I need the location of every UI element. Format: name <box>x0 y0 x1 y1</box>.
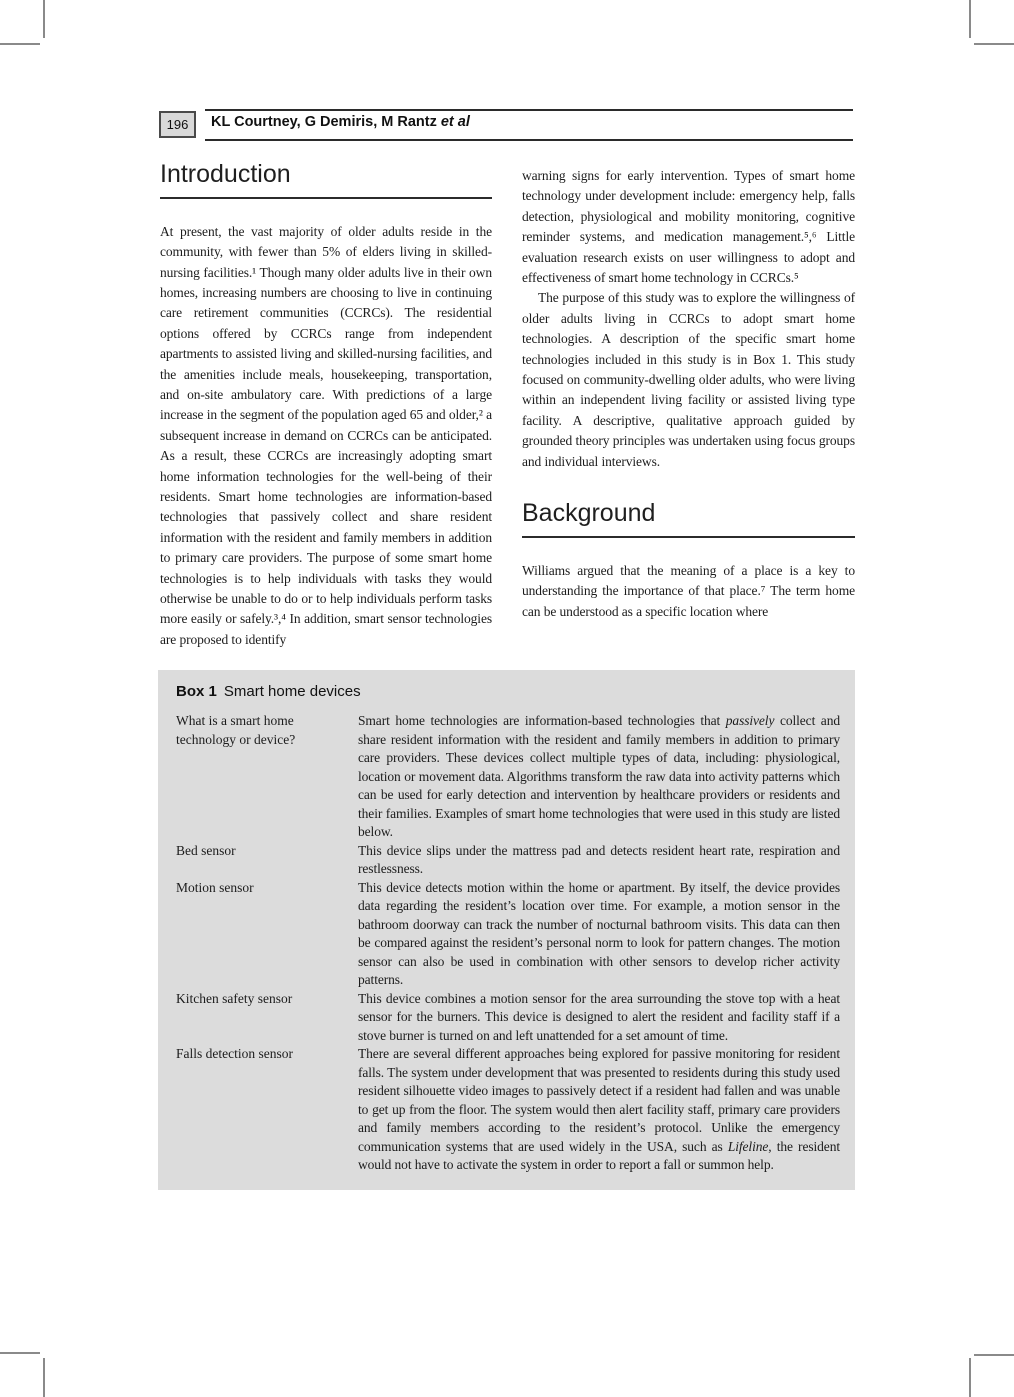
box1-title <box>176 683 840 700</box>
introduction-heading: Introduction <box>160 160 492 199</box>
left-column <box>160 160 492 650</box>
box1-definition <box>358 990 840 1046</box>
running-title-authors: KL Courtney, G Demiris, M Rantz <box>211 114 437 130</box>
box1-definition <box>358 712 840 842</box>
box1-term: Motion sensor <box>176 879 254 895</box>
box1-definition <box>358 1045 840 1175</box>
header-bottom-rule <box>205 139 853 141</box>
box1-term: Bed sensor <box>176 842 236 858</box>
introduction-paragraph-continued: warning signs for early intervention. Types of smart home technology under development include: emergency help, falls detection, physiological and mobility monitoring, cognitive reminder systems, and medication management.⁵,⁶ Little evaluation research exists on user willingness to adopt and effectiveness of smart home technology in CCRCs.⁵ <box>522 168 855 286</box>
definition-text: , the resident would not have to activate the system in order to report a fall or summon help. <box>358 1138 840 1172</box>
box1-row <box>176 712 840 842</box>
crop-mark-bottom-left-horizontal <box>0 1352 40 1354</box>
page-number: 196 <box>166 117 189 132</box>
box1-definition <box>358 842 840 879</box>
crop-mark-bottom-right-vertical <box>969 1358 971 1397</box>
box1-definition <box>358 879 840 990</box>
box1-title-text: Smart home devices <box>223 683 361 700</box>
definition-italic: passively <box>725 713 775 728</box>
background-heading: Background <box>522 499 855 538</box>
box1-term: Kitchen safety sensor <box>176 990 293 1006</box>
box1-term: What is a smart home technology or device? <box>176 713 296 747</box>
box1-row <box>176 842 840 879</box>
purpose-paragraph: The purpose of this study was to explore the willingness of older adults living in CCRCs to adopt smart home technologies. A description of the specific smart home technologies included in this study is in Box 1. This study focused on community-dwelling older adults, who were living within an independent living facility or assisted living type facility. A descriptive, qualitative approach guided by grounded theory principles was undertaken using focus groups and individual interviews. <box>522 290 855 469</box>
crop-mark-top-left-horizontal <box>0 43 40 45</box>
definition-text: Smart home technologies are information-based technologies that <box>358 713 726 728</box>
definition-text: collect and share resident information with the resident and family members in addition to primary care providers. These devices collect multiple types of data, including: physiological, location or movement data. Algorithms transform the raw data into activity patterns which can be used for early detection and intervention by healthcare providers or residents and their families. Examples of smart home technologies that were used in this study are listed below. <box>358 713 840 839</box>
crop-mark-top-left-vertical <box>43 0 45 38</box>
box1-row <box>176 1045 840 1175</box>
crop-mark-bottom-left-vertical <box>43 1358 45 1397</box>
header-top-rule <box>205 109 853 111</box>
box1-row <box>176 879 840 990</box>
box1-label: Box 1 <box>176 683 217 700</box>
right-column <box>522 166 855 622</box>
definition-text: This device combines a motion sensor for the area surrounding the stove top with a heat sensor for the burners. This device is designed to alert the resident and facility staff if a stove burner is turned on and left unattended for a set amount of time. <box>358 990 840 1043</box>
background-paragraph: Williams argued that the meaning of a place is a key to understanding the importance of that place.⁷ The term home can be understood as a specific location where <box>522 562 855 619</box>
box1-panel <box>158 670 855 1190</box>
page-number-box <box>159 111 196 138</box>
definition-text: There are several different approaches being explored for passive monitoring for resident falls. The system under development that was presented to residents during this study used resident silhouette video images to passively detect if a resident had fallen and was unable to get up from the floor. The system would then alert facility staff, primary care providers and family members according to the resident’s protocol. Unlike the emergency communication systems that are used widely in the USA, such as <box>358 1046 840 1154</box>
running-title-et-al: et al <box>440 114 470 130</box>
definition-italic: Lifeline <box>727 1138 769 1154</box>
definition-text: This device slips under the mattress pad and detects resident heart rate, respiration and restlessness. <box>358 842 840 876</box>
box1-row <box>176 990 840 1046</box>
crop-mark-top-right-vertical <box>969 0 971 38</box>
definition-text: This device detects motion within the home or apartment. By itself, the device provides data regarding the resident’s location over time. For example, a motion sensor in the bathroom doorway can track the number of nocturnal bathroom visits. This data can then be compared against the resident’s personal norm to look for pattern changes. The motion sensor can also be used in combination with other sensors to develop richer activity patterns. <box>358 879 840 987</box>
crop-mark-bottom-right-horizontal <box>974 1354 1014 1356</box>
introduction-paragraph: At present, the vast majority of older adults reside in the community, with fewer than 5% of elders living in skilled-nursing facilities.¹ Though many older adults live in their own homes, increasing numbers are choosing to live in continuing care retirement communities (CCRCs). The residential options offered by CCRCs range from independent apartments to assisted living and skilled-nursing facilities, and the amenities include meals, housekeeping, transportation, and on-site ambulatory care. With predictions of a large increase in the segment of the population aged 65 and older,² a subsequent increase in demand on CCRCs can be anticipated. As a result, these CCRCs are increasingly adopting smart home information technologies for the well-being of their residents. Smart home technologies are information-based technologies that passively collect and share resident information with the resident and family members in addition to primary care providers. The purpose of some smart home technologies is to help individuals with tasks they would otherwise be unable to do or to help individuals perform tasks more easily or safely.³,⁴ In addition, smart sensor technologies are proposed to identify <box>160 223 492 647</box>
box1-term: Falls detection sensor <box>176 1046 293 1061</box>
crop-mark-top-right-horizontal <box>974 43 1014 45</box>
running-title <box>211 114 470 130</box>
